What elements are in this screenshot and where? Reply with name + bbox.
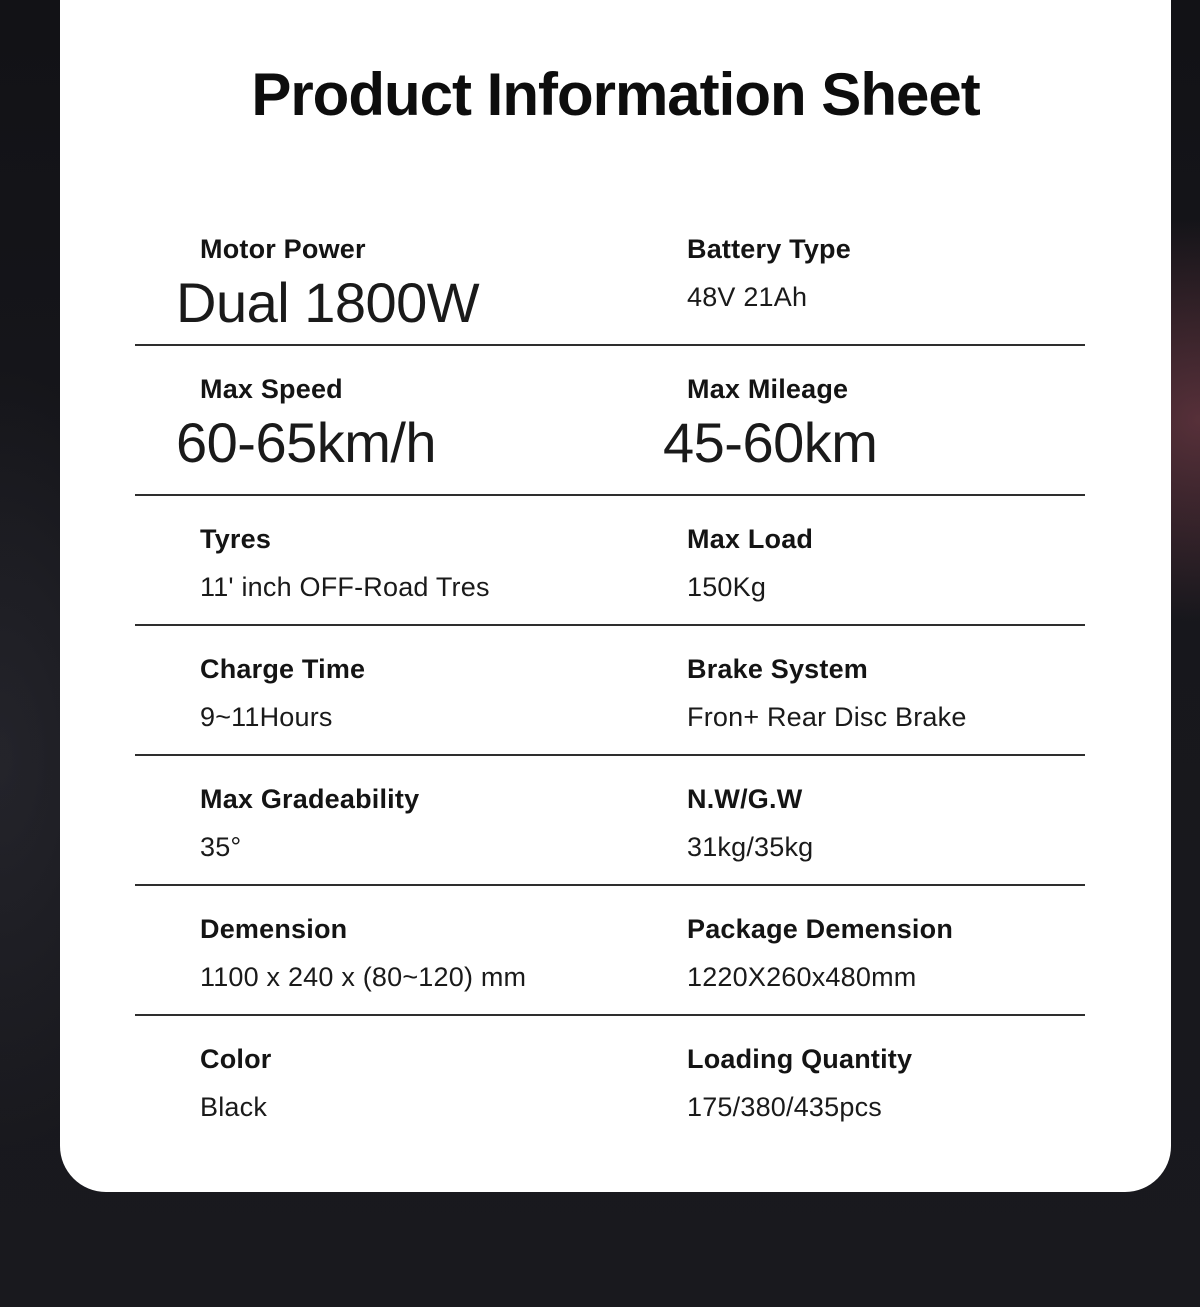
product-info-card: [60, 0, 1171, 1192]
spec-row: [135, 346, 1085, 496]
spec-value-charge-time: 9~11Hours: [200, 702, 333, 732]
spec-row: [135, 626, 1085, 756]
spec-cell-max-load: [687, 524, 1085, 602]
spec-cell-max-mileage: [663, 374, 1085, 474]
spec-cell-max-gradeability: [135, 784, 687, 862]
spec-value-motor-power: Dual 1800W: [176, 271, 480, 334]
spec-label-battery-type: Battery Type: [687, 234, 851, 264]
spec-cell-nw-gw: [687, 784, 1085, 862]
spec-value-nw-gw: 31kg/35kg: [687, 832, 814, 862]
spec-value-tyres: 11' inch OFF-Road Tres: [200, 572, 490, 602]
spec-cell-brake-system: [687, 654, 1085, 732]
spec-value-color: Black: [200, 1092, 268, 1122]
spec-cell-battery-type: [687, 234, 1085, 332]
spec-row: [135, 496, 1085, 626]
spec-label-demension: Demension: [200, 914, 348, 944]
spec-cell-motor-power: [135, 234, 687, 332]
spec-value-battery-type: 48V 21Ah: [687, 282, 808, 312]
spec-value-max-speed: 60-65km/h: [176, 411, 437, 474]
spec-label-loading-quantity: Loading Quantity: [687, 1044, 913, 1074]
spec-label-max-gradeability: Max Gradeability: [200, 784, 420, 814]
spec-value-loading-quantity: 175/380/435pcs: [687, 1092, 882, 1122]
spec-cell-max-speed: [135, 374, 687, 472]
spec-label-charge-time: Charge Time: [200, 654, 366, 684]
spec-value-max-gradeability: 35°: [200, 832, 242, 862]
spec-cell-color: [135, 1044, 687, 1122]
spec-label-tyres: Tyres: [200, 524, 272, 554]
spec-label-max-mileage: Max Mileage: [687, 374, 849, 404]
spec-label-brake-system: Brake System: [687, 654, 869, 684]
spec-row: [135, 1016, 1085, 1144]
spec-value-package-demension: 1220X260x480mm: [687, 962, 917, 992]
spec-value-demension: 1100 x 240 x (80~120) mm: [200, 962, 527, 992]
spec-label-nw-gw: N.W/G.W: [687, 784, 803, 814]
spec-cell-package-demension: [687, 914, 1085, 992]
spec-value-max-load: 150Kg: [687, 572, 767, 602]
spec-cell-demension: [135, 914, 687, 992]
spec-label-color: Color: [200, 1044, 272, 1074]
spec-value-max-mileage: 45-60km: [663, 411, 878, 474]
spec-table: [60, 234, 1171, 1144]
spec-cell-loading-quantity: [687, 1044, 1085, 1122]
spec-row: [135, 886, 1085, 1016]
spec-cell-tyres: [135, 524, 687, 602]
spec-cell-charge-time: [135, 654, 687, 732]
spec-row: [135, 234, 1085, 346]
spec-label-max-load: Max Load: [687, 524, 814, 554]
spec-label-max-speed: Max Speed: [200, 374, 343, 404]
spec-label-motor-power: Motor Power: [200, 234, 366, 264]
spec-row: [135, 756, 1085, 886]
spec-label-package-demension: Package Demension: [687, 914, 954, 944]
spec-value-brake-system: Fron+ Rear Disc Brake: [687, 702, 967, 732]
page-title: Product Information Sheet: [251, 61, 980, 128]
